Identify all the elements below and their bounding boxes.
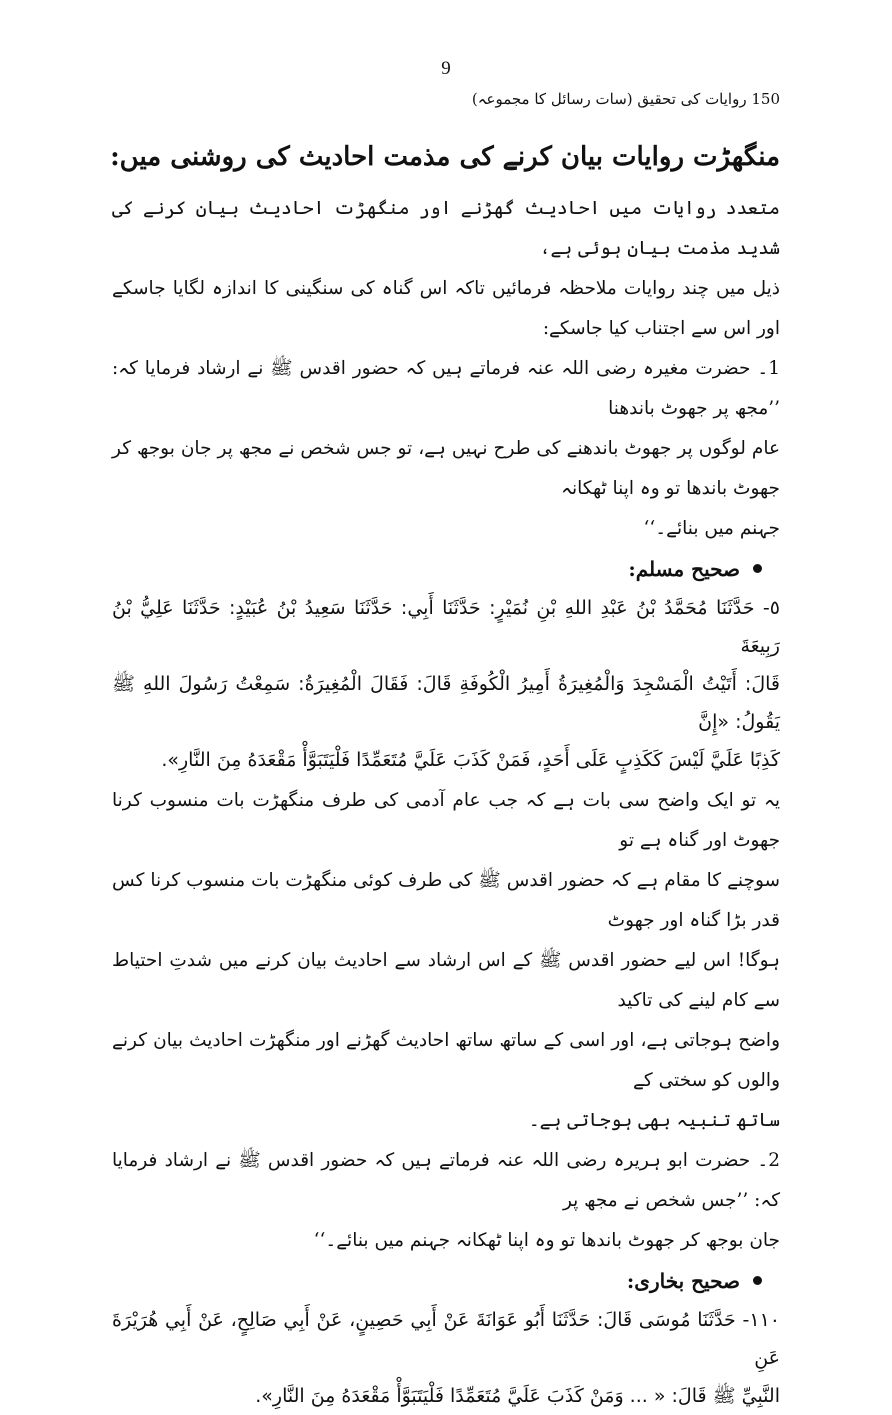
source-heading-bukhari [112,1261,780,1301]
bullet-icon [753,564,762,573]
arabic-narration-line: ١١٠- حَدَّثَنَا مُوسَى قَالَ: حَدَّثَنَا أَبُو عَوَانَةَ عَنْ أَبِي حَصِينٍ، عَنْ أَبِي صَالِحٍ، عَنْ أَبِي هُرَيْرَةَ عَنِ [112,1309,780,1369]
intro-line: ذیل میں چند روایات ملاحظہ فرمائیں تاکہ اس گناہ کی سنگینی کا اندازہ لگایا جاسکے اور اس سے اجتناب کیا جاسکے: [112,278,780,339]
hadith-1-line: عام لوگوں پر جھوٹ باندھنے کی طرح نہیں ہے، تو جس شخص نے مجھ پر جان بوجھ کر جھوٹ باندھا تو وہ اپنا ٹھکانہ [112,438,780,499]
page-content [112,125,780,1415]
arabic-narration-line: ٥- حَدَّثَنَا مُحَمَّدُ بْنُ عَبْدِ اللهِ بْنِ نُمَيْرٍ: حَدَّثَنَا أَبِي: حَدَّثَنَا سَعِيدُ بْنُ عُبَيْدٍ: حَدَّثَنَا عَلِيُّ بْنُ رَبِيعَةَ [112,597,780,657]
commentary-line: یہ تو ایک واضح سی بات ہے کہ جب عام آدمی کی طرف منگھڑت بات منسوب کرنا جھوٹ اور گناہ ہے تو [112,790,780,851]
source-heading-muslim [112,549,780,589]
section-title: منگھڑت روایات بیان کرنے کی مذمت احادیث کی روشنی میں: [110,142,780,172]
commentary-line: واضح ہوجاتی ہے، اور اسی کے ساتھ ساتھ احادیث گھڑنے اور منگھڑت احادیث بیان کرنے والوں کو سختی کے [112,1030,780,1091]
bullet-icon [753,1276,762,1285]
hadith-1-line: جہنم میں بنائے۔‘‘ [643,518,780,539]
page-number: 9 [441,58,451,79]
intro-line: متعدد روایات میں احادیث گھڑنے اور منگھڑت احادیث بیان کرنے کی شدید مذمت بیان ہوئی ہے، [112,198,780,259]
hadith-1-line: 1۔ حضرت مغیرہ رضی اللہ عنہ فرماتے ہیں کہ حضور اقدس ﷺ نے ارشاد فرمایا کہ: ’’مجھ پر جھوٹ باندھنا [112,358,780,419]
hadith-2-line: جان بوجھ کر جھوٹ باندھا تو وہ اپنا ٹھکانہ جہنم میں بنائے۔‘‘ [313,1230,780,1251]
source-label: صحیح مسلم: [628,557,740,581]
arabic-narration-line: النَّبِيِّ ﷺ قَالَ: « ... وَمَنْ كَذَبَ عَلَيَّ مُتَعَمِّدًا فَلْيَتَبَوَّأْ مَقْعَدَهُ مِنَ النَّارِ». [255,1385,780,1407]
arabic-narration-line: كَذِبًا عَلَيَّ لَيْسَ كَكَذِبٍ عَلَى أَحَدٍ، فَمَنْ كَذَبَ عَلَيَّ مُتَعَمِّدًا فَلْيَتَبَوَّأْ مَقْعَدَهُ مِنَ النَّارِ». [161,749,780,771]
commentary-line: ساتھ تنبیہ بھی ہوجاتی ہے۔ [528,1110,780,1131]
arabic-narration-line: قَالَ: أَتَيْتُ الْمَسْجِدَ وَالْمُغِيرَةُ أَمِيرُ الْكُوفَةِ قَالَ: فَقَالَ الْمُغِيرَةُ: سَمِعْتُ رَسُولَ اللهِ ﷺ يَقُولُ: «إِنَّ [112,673,780,733]
running-header: 150 روایات کی تحقیق (سات رسائل کا مجموعہ) [471,90,780,108]
source-label: صحیح بخاری: [626,1269,740,1293]
commentary-line: ہوگا! اس لیے حضور اقدس ﷺ کے اس ارشاد سے احادیث بیان کرنے میں شدتِ احتیاط سے کام لینے کی تاکید [112,950,780,1011]
hadith-2-line: 2۔ حضرت ابو ہریرہ رضی اللہ عنہ فرماتے ہیں کہ حضور اقدس ﷺ نے ارشاد فرمایا کہ: ’’جس شخص نے مجھ پر [112,1150,780,1211]
commentary-line: سوچنے کا مقام ہے کہ حضور اقدس ﷺ کی طرف کوئی منگھڑت بات منسوب کرنا کس قدر بڑا گناہ اور جھوٹ [112,870,780,931]
